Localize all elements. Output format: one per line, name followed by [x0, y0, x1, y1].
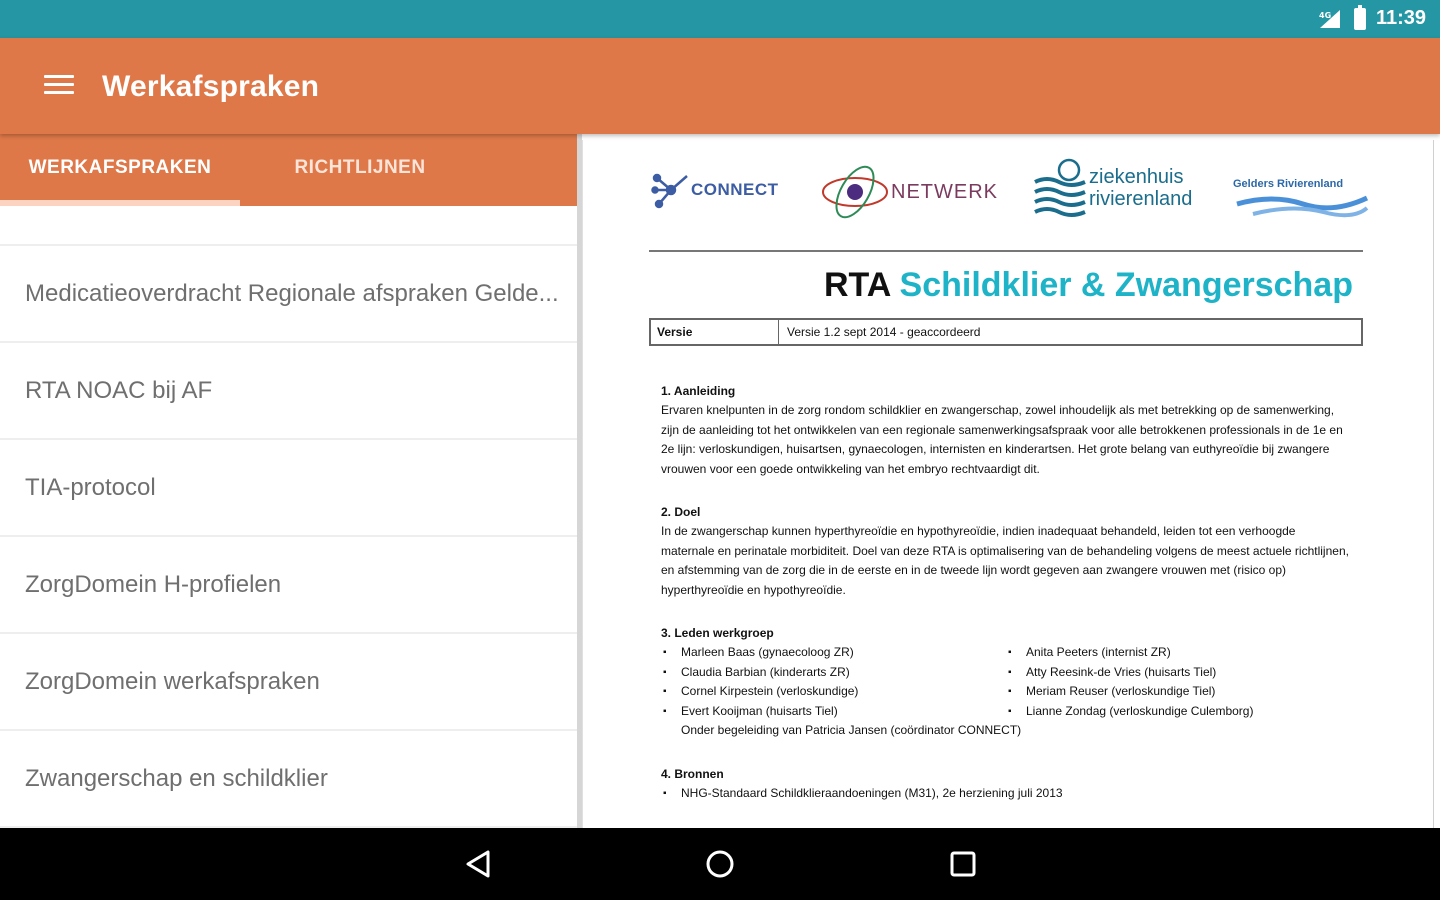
list-item: ▪ Meriam Reuser (verloskundige Tiel)	[1006, 682, 1351, 701]
app-bar	[0, 38, 1440, 134]
back-icon[interactable]	[460, 846, 496, 882]
list-item[interactable]: Zwangerschap en schildklier	[0, 731, 577, 828]
netwerk-logo-icon	[819, 160, 891, 224]
list-item: ▪ NHG-Standaard Schildklieraandoeningen (M31), 2e herziening juli 2013	[661, 784, 1351, 803]
gelders-wave-icon	[1233, 164, 1369, 220]
gelders-rivierenland-logo	[1233, 164, 1369, 220]
leden-footer: Onder begeleiding van Patricia Jansen (coördinator CONNECT)	[681, 723, 1022, 738]
document-body	[661, 382, 1351, 827]
battery-icon	[1354, 8, 1366, 30]
menu-icon[interactable]	[44, 73, 74, 97]
ziekenhuis-logo	[1033, 158, 1192, 218]
list-item-partial[interactable]	[0, 206, 577, 246]
version-table	[649, 318, 1363, 346]
connect-logo	[651, 170, 779, 210]
section-doel: 2. Doel In de zwangerschap kunnen hyperthyreoïdie en hypothyreoïdie, indien inadequaat behandeld, leiden tot een verhoogde maternale en perinatale morbiditeit. Doel van deze RTA is optimalisering van de behandeling volgens de meest actuele richtlijnen, en afstemming van de zorg die in de eerste en in de tweede lijn wordt gegeven aan zwangere vrouwen met (risico op) hyperthyreoïdie en hypothyreoïdie.	[661, 505, 1349, 597]
logo-row	[649, 140, 1363, 250]
list-item: ▪ Claudia Barbian (kinderarts ZR)	[661, 663, 1006, 682]
list-item: ▪ Atty Reesink-de Vries (huisarts Tiel)	[1006, 663, 1351, 682]
status-time: 11:39	[1375, 7, 1426, 29]
svg-text:4G: 4G	[1318, 10, 1332, 20]
list-item: ▪ Lianne Zondag (verloskundige Culemborg)	[1006, 702, 1351, 721]
list-item: ▪ Evert Kooijman (huisarts Tiel)	[661, 702, 1006, 721]
connect-logo-text: CONNECT	[691, 180, 779, 199]
section-bronnen: 4. Bronnen ▪ NHG-Standaard Schildklieraandoeningen (M31), 2e herziening juli 2013	[661, 765, 1351, 804]
list-item: ▪ Marleen Baas (gynaecoloog ZR)	[661, 643, 1006, 662]
header-rule	[649, 250, 1363, 252]
document-viewer[interactable]	[582, 140, 1434, 828]
ziekenhuis-logo-text: ziekenhuis rivierenland	[1089, 166, 1193, 210]
document-title: RTA Schildklier & Zwangerschap	[823, 266, 1353, 304]
list-item: ▪ Cornel Kirpestein (verloskundige)	[661, 682, 1006, 701]
leden-list	[661, 643, 1351, 721]
list-item[interactable]: ZorgDomein H-profielen	[0, 537, 577, 634]
page-title: Werkafspraken	[102, 70, 320, 103]
list-item[interactable]: ZorgDomein werkafspraken	[0, 634, 577, 731]
ziekenhuis-logo-icon	[1033, 158, 1089, 218]
section-aanleiding: 1. Aanleiding Ervaren knelpunten in de zorg rondom schildklier en zwangerschap, zowel inhoudelijk als met betrekking op de samenwerking, zijn de aanleiding tot het ontwikkelen van een regionale samenwerkingsafspraak voor alle betrokkenen professionals in de 1e en 2e lijn: verloskundigen, huisartsen, gynaecologen, internisten en kinderartsen. Het grote belang van euthyreoïdie bij zwangere vrouwen voor een goede ontwikkeling van het embryo rechtvaardigt dit.	[661, 384, 1343, 476]
list-pane	[0, 134, 577, 828]
home-icon[interactable]	[702, 846, 738, 882]
list-item[interactable]: TIA-protocol	[0, 440, 577, 537]
list-item[interactable]: RTA NOAC bij AF	[0, 343, 577, 440]
list-item: ▪ Anita Peeters (internist ZR)	[1006, 643, 1351, 662]
werkafspraken-list[interactable]	[0, 206, 577, 828]
recents-icon[interactable]	[945, 846, 981, 882]
netwerk-logo-text: NETWERK	[891, 180, 998, 203]
tab-indicator	[0, 200, 240, 206]
netwerk-logo	[819, 160, 998, 224]
list-item[interactable]: Medicatieoverdracht Regionale afspraken Gelde...	[0, 246, 577, 343]
tab-werkafspraken[interactable]: WERKAFSPRAKEN	[28, 157, 212, 178]
connect-logo-icon	[651, 170, 691, 210]
version-label: Versie	[651, 320, 779, 344]
gelders-logo-text: Gelders Rivierenland	[1233, 178, 1344, 190]
document-page	[649, 140, 1363, 800]
status-icons	[1318, 7, 1426, 30]
version-value: Versie 1.2 sept 2014 - geaccordeerd	[787, 325, 981, 339]
signal-icon	[1318, 8, 1344, 30]
navigation-bar	[0, 828, 1440, 900]
section-leden: 3. Leden werkgroep ▪ Marleen Baas (gynaecoloog ZR) ▪ Claudia Barbian (kinderarts ZR) ▪ Cornel Kirpestein (verloskundige) ▪ Evert Kooijman (huisarts Tiel) ▪ Anita Peeters (internist ZR) ▪ Atty Reesink-de Vries (huisarts Tiel) ▪ Meriam Reuser (verloskundige Tiel) ▪ Lianne Zondag (verloskundige Culemborg) Onder begeleiding van Patricia Jansen (coördinator CONNECT)	[661, 624, 1351, 740]
tab-richtlijnen[interactable]: RICHTLIJNEN	[294, 157, 426, 178]
tab-bar	[0, 134, 577, 206]
status-bar	[0, 0, 1440, 38]
